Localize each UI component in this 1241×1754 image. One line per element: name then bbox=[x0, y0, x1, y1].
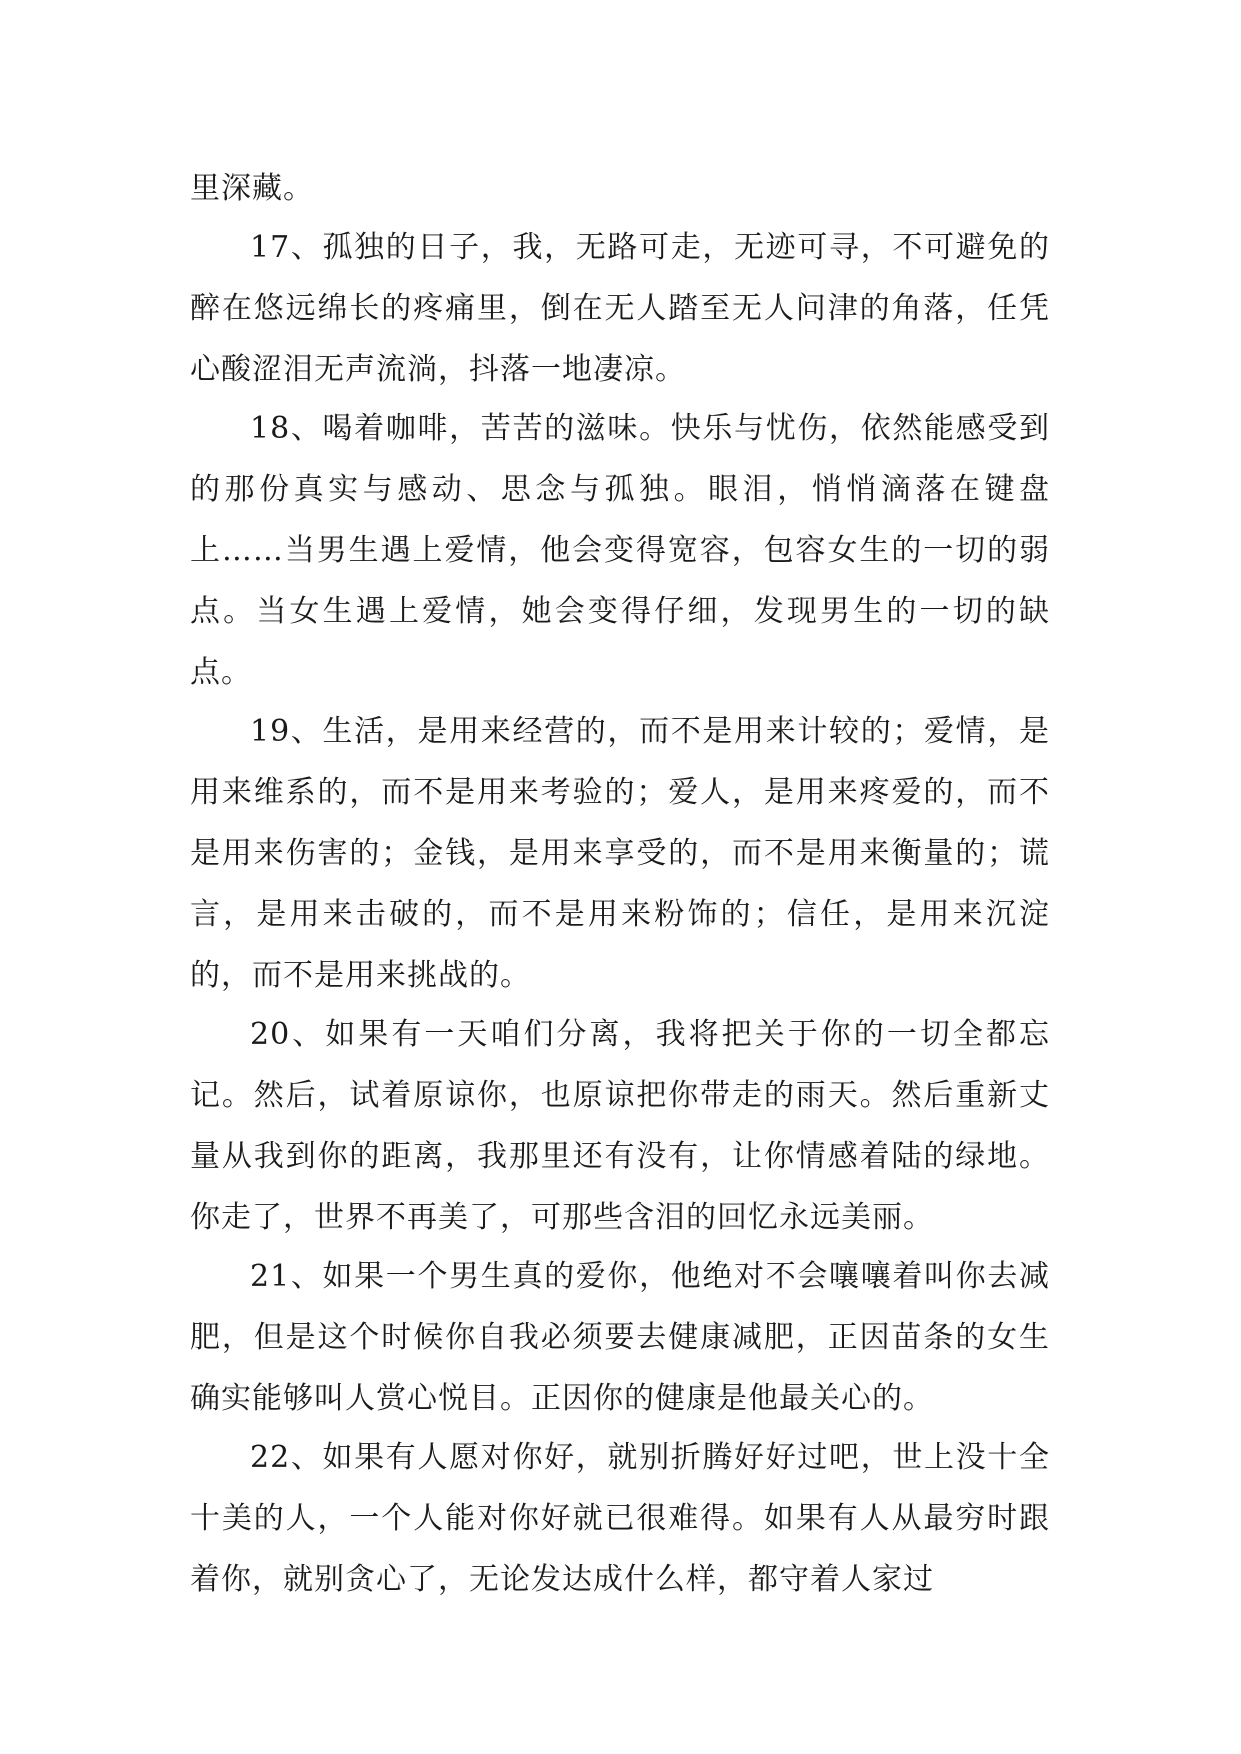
paragraph-continuation: 里深藏。 bbox=[190, 171, 314, 206]
document-body bbox=[190, 158, 1050, 1608]
paragraph-18: 18、喝着咖啡，苦苦的滋味。快乐与忧伤，依然能感受到的那份真实与感动、思念与孤独。眼泪，悄悄滴落在键盘上……当男生遇上爱情，他会变得宽容，包容女生的一切的弱点。当女生遇上爱情，她会变得仔细，发现男生的一切的缺点。 bbox=[190, 411, 1050, 690]
paragraph-20: 20、如果有一天咱们分离，我将把关于你的一切全都忘记。然后，试着原谅你，也原谅把你带走的雨天。然后重新丈量从我到你的距离，我那里还有没有，让你情感着陆的绿地。你走了，世界不再美了，可那些含泪的回忆永远美丽。 bbox=[190, 1017, 1050, 1235]
paragraph-19: 19、生活，是用来经营的，而不是用来计较的；爱情，是用来维系的，而不是用来考验的；爱人，是用来疼爱的，而不是用来伤害的；金钱，是用来享受的，而不是用来衡量的；谎言，是用来击破的，而不是用来粉饰的；信任，是用来沉淀的，而不是用来挑战的。 bbox=[190, 714, 1050, 993]
paragraph-22: 22、如果有人愿对你好，就别折腾好好过吧，世上没十全十美的人，一个人能对你好就已很难得。如果有人从最穷时跟着你，就别贪心了，无论发达成什么样，都守着人家过 bbox=[190, 1440, 1050, 1597]
paragraph-17: 17、孤独的日子，我，无路可走，无迹可寻，不可避免的醉在悠远绵长的疼痛里，倒在无人踏至无人问津的角落，任凭心酸涩泪无声流淌，抖落一地凄凉。 bbox=[190, 230, 1050, 387]
paragraph-21: 21、如果一个男生真的爱你，他绝对不会嚷嚷着叫你去减肥，但是这个时候你自我必须要去健康减肥，正因苗条的女生确实能够叫人赏心悦目。正因你的健康是他最关心的。 bbox=[190, 1259, 1050, 1416]
